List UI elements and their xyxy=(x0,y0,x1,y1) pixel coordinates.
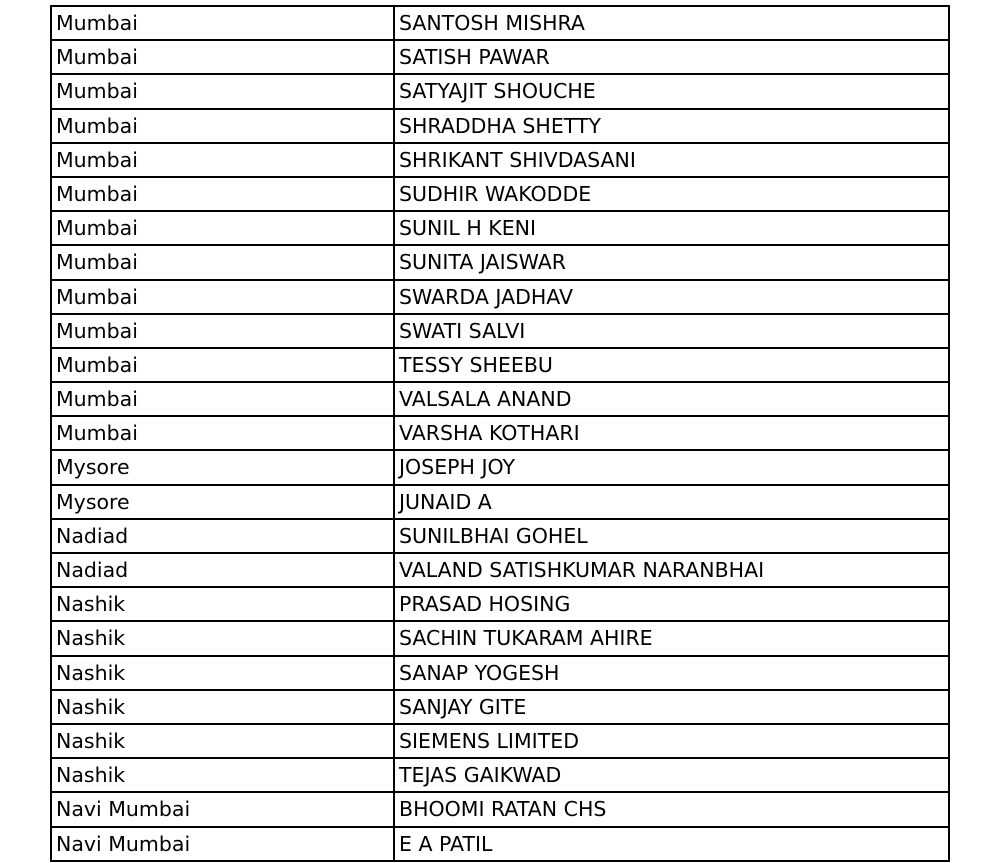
city-cell: Mumbai xyxy=(52,75,395,107)
city-cell: Mumbai xyxy=(52,178,395,210)
table-row xyxy=(52,41,948,75)
city-cell: Mumbai xyxy=(52,212,395,244)
table-row xyxy=(52,554,948,588)
table-row xyxy=(52,315,948,349)
name-cell: SUNITA JAISWAR xyxy=(399,250,567,275)
table-row xyxy=(52,657,948,691)
table-row xyxy=(52,7,948,41)
table-row xyxy=(52,725,948,759)
table-row xyxy=(52,144,948,178)
city-cell: Mumbai xyxy=(52,7,395,39)
name-cell: VARSHA KOTHARI xyxy=(399,421,580,446)
name-cell: SIEMENS LIMITED xyxy=(399,728,579,753)
table-row xyxy=(52,691,948,725)
city-cell: Mysore xyxy=(52,451,395,483)
name-cell: PRASAD HOSING xyxy=(399,592,571,617)
table-row xyxy=(52,451,948,485)
city-cell: Nashik xyxy=(52,725,395,757)
city-cell: Nashik xyxy=(52,622,395,654)
city-cell: Nashik xyxy=(52,657,395,689)
table-row xyxy=(52,246,948,280)
name-cell: SHRADDHA SHETTY xyxy=(399,113,601,138)
table-row xyxy=(52,588,948,622)
table-row xyxy=(52,486,948,520)
name-cell: JUNAID A xyxy=(399,489,492,514)
table-row xyxy=(52,759,948,793)
name-cell: VALAND SATISHKUMAR NARANBHAI xyxy=(399,558,765,582)
table-row xyxy=(52,178,948,212)
name-cell: SUNIL H KENI xyxy=(399,216,537,241)
table-row xyxy=(52,622,948,656)
city-cell: Nadiad xyxy=(52,554,395,586)
table-row xyxy=(52,383,948,417)
city-cell: Navi Mumbai xyxy=(52,828,395,860)
data-table xyxy=(50,5,950,862)
city-cell: Mumbai xyxy=(52,41,395,73)
name-cell: SACHIN TUKARAM AHIRE xyxy=(399,626,653,651)
name-cell: SUDHIR WAKODDE xyxy=(399,181,592,206)
name-cell: SATYAJIT SHOUCHE xyxy=(399,79,596,104)
city-cell: Mumbai xyxy=(52,417,395,449)
city-cell: Mumbai xyxy=(52,315,395,347)
name-cell: SANTOSH MISHRA xyxy=(399,11,585,35)
city-cell: Navi Mumbai xyxy=(52,793,395,825)
name-cell: TEJAS GAIKWAD xyxy=(399,763,562,788)
city-cell: Mumbai xyxy=(52,349,395,381)
city-cell: Mumbai xyxy=(52,144,395,176)
name-cell: E A PATIL xyxy=(399,831,493,856)
name-cell: JOSEPH JOY xyxy=(399,455,516,480)
city-cell: Mysore xyxy=(52,486,395,518)
table-row xyxy=(52,212,948,246)
name-cell: SWARDA JADHAV xyxy=(399,284,574,309)
name-cell: SUNILBHAI GOHEL xyxy=(399,523,588,548)
name-cell: VALSALA ANAND xyxy=(399,387,572,412)
city-cell: Nadiad xyxy=(52,520,395,552)
name-cell: SHRIKANT SHIVDASANI xyxy=(399,147,636,172)
name-cell: SANJAY GITE xyxy=(399,694,527,719)
city-cell: Nashik xyxy=(52,691,395,723)
city-cell: Mumbai xyxy=(52,281,395,313)
city-cell: Nashik xyxy=(52,588,395,620)
name-cell: TESSY SHEEBU xyxy=(399,352,553,377)
table-row xyxy=(52,793,948,827)
table-row xyxy=(52,349,948,383)
city-cell: Mumbai xyxy=(52,246,395,278)
table-row xyxy=(52,110,948,144)
name-cell: BHOOMI RATAN CHS xyxy=(399,797,607,822)
name-cell: SWATI SALVI xyxy=(399,318,526,343)
table-row xyxy=(52,520,948,554)
table-row xyxy=(52,281,948,315)
table-row xyxy=(52,417,948,451)
table-row xyxy=(52,828,948,862)
name-cell: SATISH PAWAR xyxy=(399,45,550,70)
city-cell: Nashik xyxy=(52,759,395,791)
city-cell: Mumbai xyxy=(52,110,395,142)
table-row xyxy=(52,75,948,109)
city-cell: Mumbai xyxy=(52,383,395,415)
name-cell: SANAP YOGESH xyxy=(399,660,560,685)
